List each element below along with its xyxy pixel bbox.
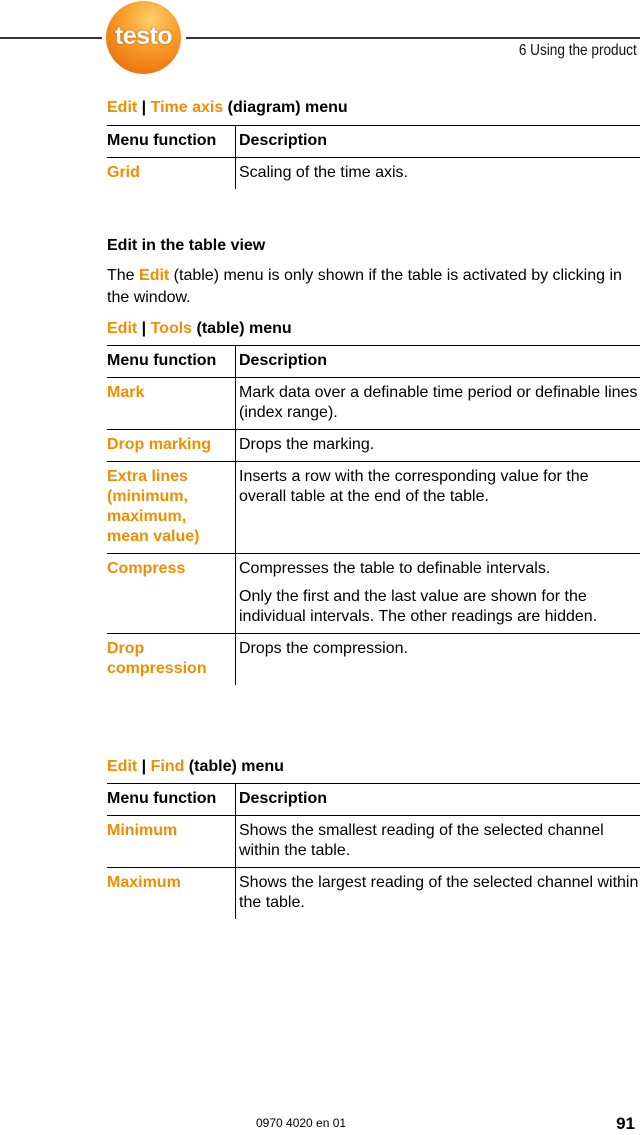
- menu-function: Minimum: [107, 822, 178, 839]
- find-menu-table: [107, 783, 640, 919]
- table-view-heading: Edit in the table view: [107, 237, 266, 254]
- menu-name-edit: Edit: [107, 758, 138, 775]
- description: Mark data over a definable time period or definable lines (index range).: [236, 378, 640, 430]
- tools-menu-table: [107, 345, 640, 685]
- menu-function: Extra lines (minimum, maximum, mean value): [107, 468, 200, 545]
- header-description: Description: [236, 346, 640, 378]
- menu-name-edit: Edit: [107, 99, 138, 116]
- description: Inserts a row with the corresponding value for the overall table at the end of the table.: [236, 462, 640, 554]
- document-code: 0970 4020 en 01: [256, 1116, 347, 1130]
- menu-function: Maximum: [107, 874, 181, 891]
- menu-function: Drop compression: [107, 640, 207, 677]
- page-number: 91: [616, 1114, 635, 1133]
- description: Scaling of the time axis.: [236, 158, 640, 190]
- menu-function: Drop marking: [107, 436, 212, 453]
- table-header-row: [107, 346, 640, 378]
- logo-text: testo: [114, 22, 173, 50]
- header-description: Description: [236, 784, 640, 816]
- menu-function: Grid: [107, 164, 140, 181]
- description: Shows the largest reading of the selected channel within the table.: [236, 868, 640, 920]
- table-row: [107, 634, 640, 686]
- menu-name-edit: Edit: [107, 320, 138, 337]
- menu-name-tools: Tools: [150, 320, 193, 337]
- description: Shows the smallest reading of the selected channel within the table.: [236, 816, 640, 868]
- header-description: Description: [236, 126, 640, 158]
- table-header-row: [107, 126, 640, 158]
- description: Compresses the table to definable intervals. Only the first and the last value are shown for the individual intervals. The other readings are hidden.: [236, 554, 640, 634]
- table-view-paragraph: The Edit (table) menu is only shown if the table is activated by clicking in the window.: [107, 267, 622, 306]
- description: Drops the compression.: [236, 634, 640, 686]
- description: Drops the marking.: [236, 430, 640, 462]
- header-menu-function: Menu function: [107, 352, 217, 369]
- table-row: [107, 816, 640, 868]
- time-axis-menu-table: [107, 125, 640, 189]
- menu-name-find: Find: [150, 758, 185, 775]
- chapter-title: 6 Using the product: [519, 42, 637, 59]
- header-menu-function: Menu function: [107, 790, 217, 807]
- find-menu-heading: Edit | Find (table) menu: [107, 758, 284, 775]
- table-row: [107, 430, 640, 462]
- header-menu-function: Menu function: [107, 132, 217, 149]
- table-row: [107, 554, 640, 634]
- testo-logo: [106, 1, 181, 74]
- table-row: [107, 868, 640, 920]
- menu-function: Mark: [107, 384, 145, 401]
- table-row: [107, 462, 640, 554]
- time-axis-menu-heading: Edit | Time axis (diagram) menu: [107, 99, 348, 116]
- menu-name-time-axis: Time axis: [150, 99, 224, 116]
- menu-function: Compress: [107, 560, 186, 577]
- table-row: [107, 158, 640, 190]
- table-row: [107, 378, 640, 430]
- tools-menu-heading: Edit | Tools (table) menu: [107, 320, 292, 337]
- header-rule-right: [186, 37, 640, 39]
- menu-name-edit: Edit: [139, 267, 170, 284]
- header-rule-left: [0, 37, 102, 39]
- table-header-row: [107, 784, 640, 816]
